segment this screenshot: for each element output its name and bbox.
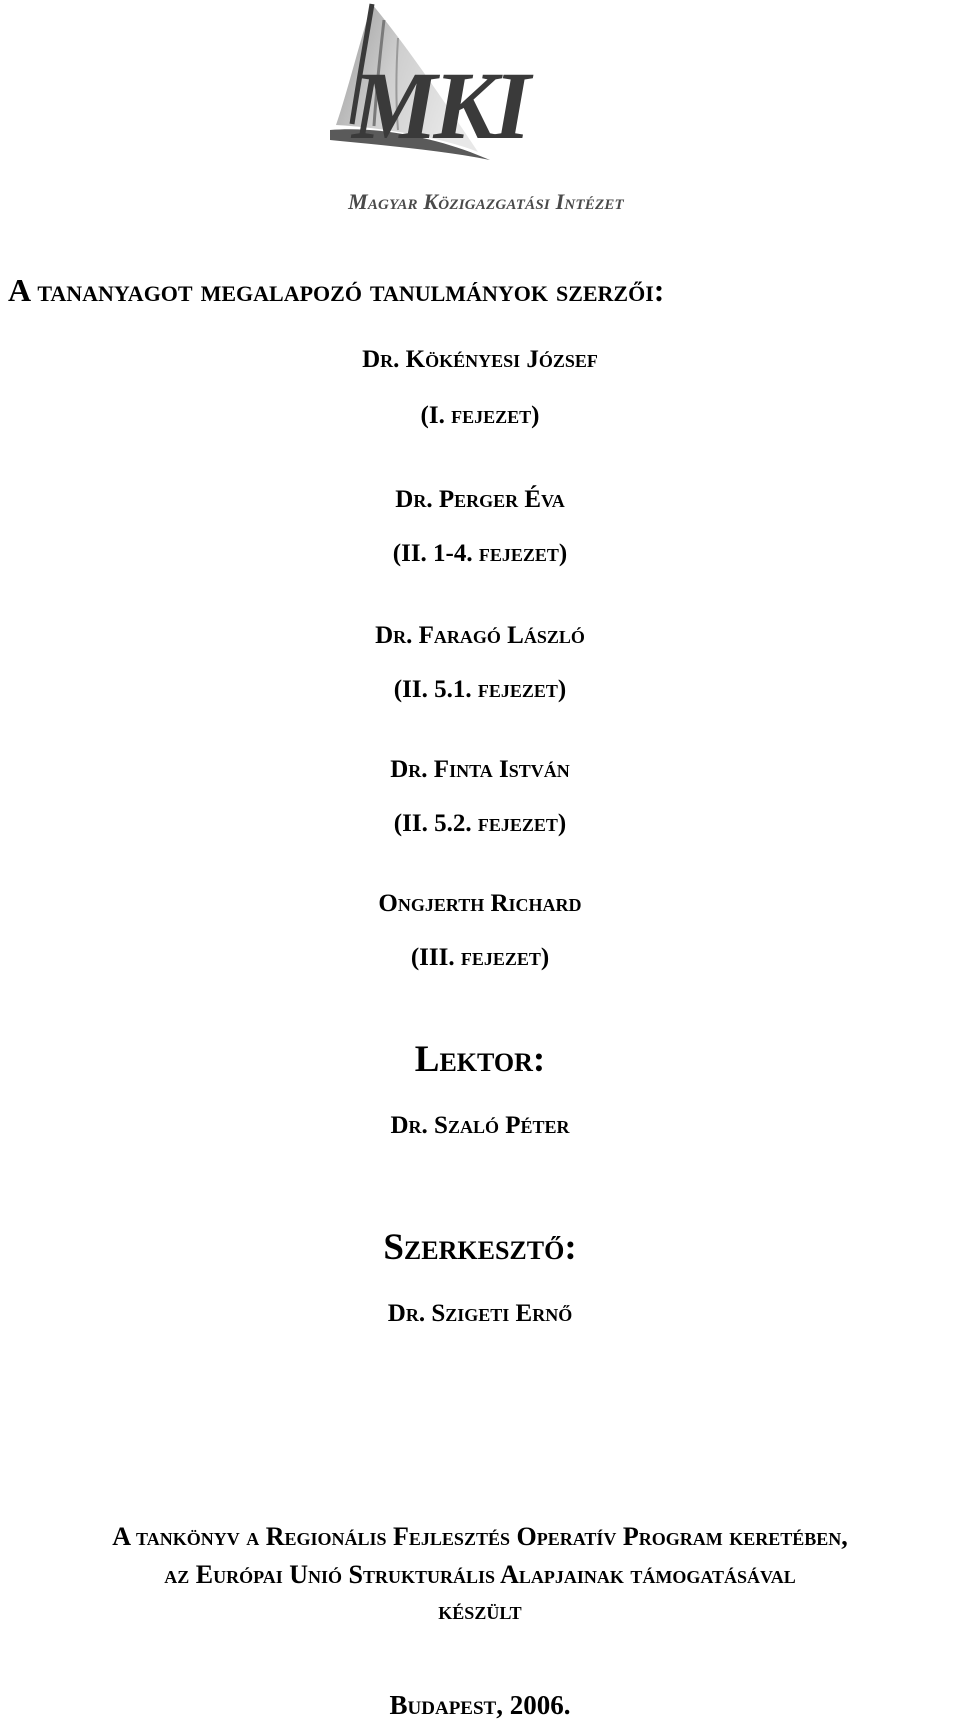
- lektor-name: Dr. Szaló Péter: [390, 1112, 570, 1139]
- author-chapter: (I. fejezet): [420, 402, 540, 429]
- author-name: Dr. Kökényesi József: [362, 346, 598, 373]
- footer-line: az Európai Unió Strukturális Alapjainak támogatásával: [164, 1560, 796, 1589]
- author-name: Dr. Finta István: [390, 756, 570, 783]
- authors-heading: A tananyagot megalapozó tanulmányok szerzői:: [8, 272, 665, 308]
- author-chapter: (II. 5.2. fejezet): [393, 810, 567, 837]
- footer-line: készült: [438, 1596, 522, 1625]
- author-chapter: (II. 5.1. fejezet): [393, 676, 567, 703]
- author-name: Dr. Faragó László: [375, 622, 585, 649]
- editor-name: Dr. Szigeti Ernő: [387, 1300, 573, 1327]
- lektor-heading: Lektor:: [414, 1039, 546, 1080]
- logo-institute-name: Magyar Közigazgatási Intézet: [348, 189, 624, 214]
- sail-logo-graphic: [300, 0, 660, 220]
- author-chapter: (III. fejezet): [410, 944, 550, 971]
- editor-heading: Szerkesztő:: [383, 1227, 577, 1268]
- author-name: Dr. Perger Éva: [395, 486, 565, 513]
- author-chapter: (II. 1-4. fejezet): [392, 540, 568, 567]
- footer-line: A tankönyv a Regionális Fejlesztés Operatív Program keretében,: [112, 1522, 848, 1551]
- mki-logo: [300, 0, 660, 220]
- logo-monogram: MKI: [352, 52, 527, 159]
- author-name: Ongjerth Richard: [378, 890, 582, 917]
- place-date: Budapest, 2006.: [389, 1690, 571, 1720]
